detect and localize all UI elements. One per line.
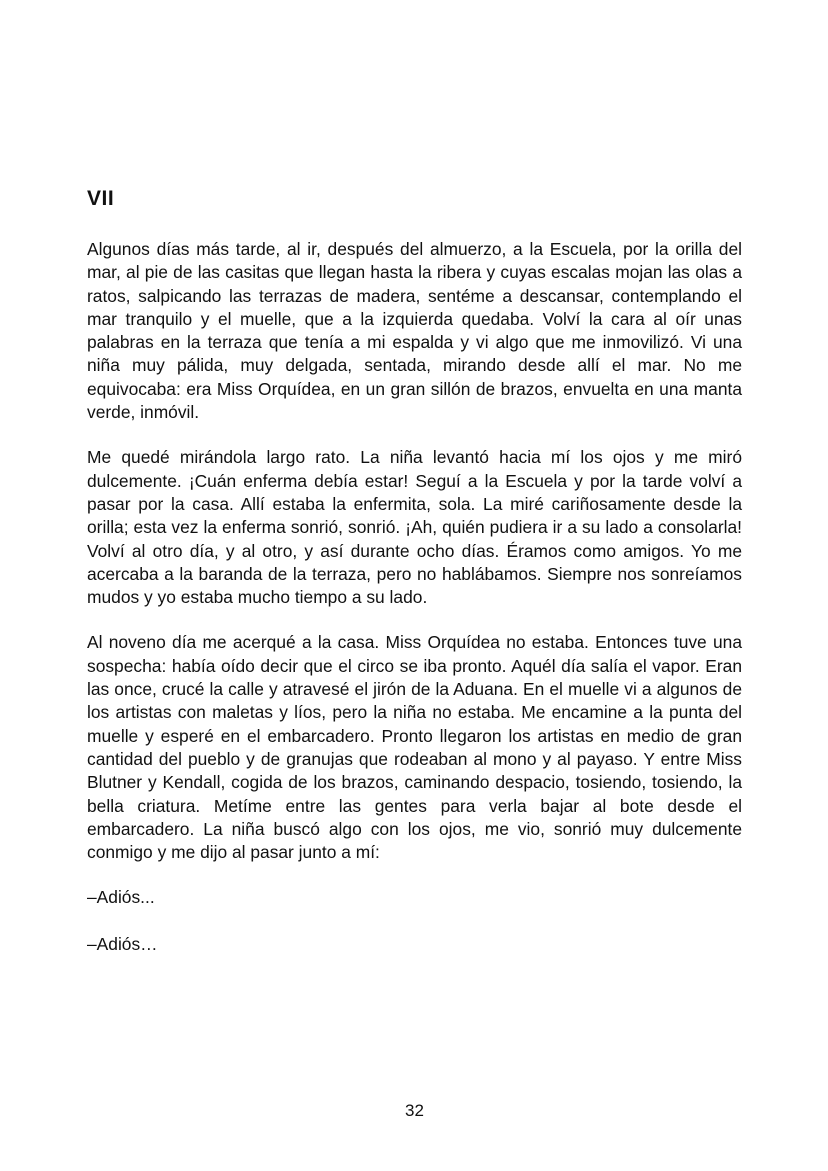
paragraph: Me quedé mirándola largo rato. La niña levantó hacia mí los ojos y me miró dulcemente. ¡Cuán enferma debía estar! Seguí a la Escuela y por la tarde volví a pasar por la casa. Allí estaba la enfermita, sola. La miré cariñosamente desde la orilla; esta vez la enferma sonrió, sonrió. ¡Ah, quién pudiera ir a su lado a consolarla! Volví al otro día, y al otro, y así durante ocho días. Éramos como amigos. Yo me acercaba a la baranda de la terraza, pero no hablábamos. Siempre nos sonreíamos mudos y yo estaba mucho tiempo a su lado. — [87, 447, 742, 608]
dialogue-line: –Adiós... — [87, 887, 155, 908]
paragraph: Al noveno día me acerqué a la casa. Miss Orquídea no estaba. Entonces tuve una sospecha: había oído decir que el circo se iba pronto. Aquél día salía el vapor. Eran las once, crucé la calle y atravesé el jirón de la Aduana. En el muelle vi a algunos de los artistas con maletas y líos, pero la niña no estaba. Me encamine a la punta del muelle y esperé en el embarcadero. Pronto llegaron los artistas en medio de gran cantidad del pueblo y de granujas que rodeaban al mono y al payaso. Y entre Miss Blutner y Kendall, cogida de los brazos, caminando despacio, tosiendo, tosiendo, la bella criatura. Metíme entre las gentes para verla bajar al bote desde el embarcadero. La niña buscó algo con los ojos, me vio, sonrió muy dulcemente conmigo y me dijo al pasar junto a mí: — [87, 632, 742, 863]
chapter-heading: VII — [87, 187, 115, 210]
page-number: 32 — [405, 1101, 424, 1120]
dialogue-line: –Adiós… — [87, 933, 158, 954]
paragraph: Algunos días más tarde, al ir, después del almuerzo, a la Escuela, por la orilla del mar, al pie de las casitas que llegan hasta la ribera y cuyas escalas mojan las olas a ratos, salpicando las terrazas de madera, sentéme a descansar, contemplando el mar tranquilo y el muelle, que a la izquierda quedaba. Volví la cara al oír unas palabras en la terraza que tenía a mi espalda y vi algo que me inmovilizó. Vi una niña muy pálida, muy delgada, sentada, mirando desde allí el mar. No me equivocaba: era Miss Orquídea, en un gran sillón de brazos, envuelta en una manta verde, inmóvil. — [87, 239, 742, 423]
body-text — [87, 238, 742, 979]
